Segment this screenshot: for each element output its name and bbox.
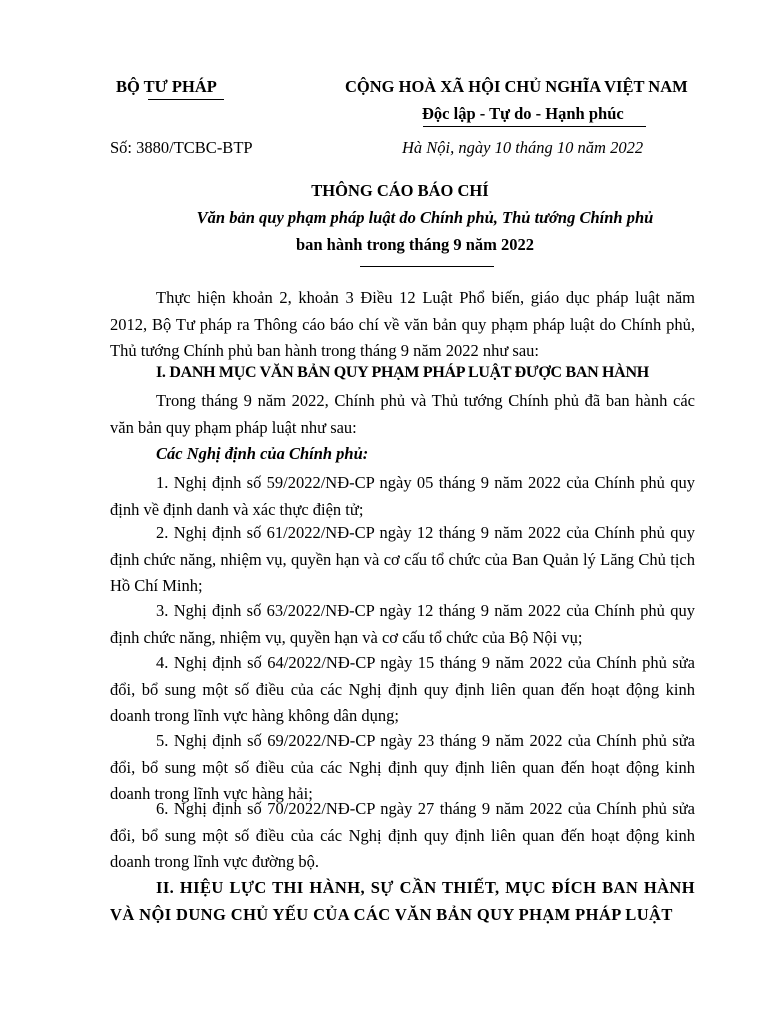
press-release-subtitle-line2: ban hành trong tháng 9 năm 2022 <box>295 235 535 254</box>
decree-item: 6. Nghị định số 70/2022/NĐ-CP ngày 27 tháng 9 năm 2022 của Chính phủ sửa đổi, bổ sung một số điều của các Nghị định quy định liên quan đến hoạt động kinh doanh trong lĩnh vực đường bộ. <box>110 799 695 871</box>
place-date: Hà Nội, ngày 10 tháng 10 năm 2022 <box>402 138 644 157</box>
section-1-intro: Trong tháng 9 năm 2022, Chính phủ và Thủ tướng Chính phủ đã ban hành các văn bản quy phạm pháp luật như sau: <box>110 391 695 437</box>
section-2-heading: II. HIỆU LỰC THI HÀNH, SỰ CẦN THIẾT, MỤC ĐÍCH BAN HÀNH VÀ NỘI DUNG CHỦ YẾU CỦA CÁC VĂN BẢN QUY PHẠM PHÁP LUẬT <box>110 878 695 924</box>
decree-item: 4. Nghị định số 64/2022/NĐ-CP ngày 15 tháng 9 năm 2022 của Chính phủ sửa đổi, bổ sung một số điều của các Nghị định quy định liên quan đến hoạt động kinh doanh trong lĩnh vực hàng không dân dụng; <box>110 653 695 725</box>
decree-item: 3. Nghị định số 63/2022/NĐ-CP ngày 12 tháng 9 năm 2022 của Chính phủ quy định chức năng, nhiệm vụ, quyền hạn và cơ cấu tổ chức của Bộ Nội vụ; <box>110 601 695 647</box>
decree-item: 2. Nghị định số 61/2022/NĐ-CP ngày 12 tháng 9 năm 2022 của Chính phủ quy định chức năng, nhiệm vụ, quyền hạn và cơ cấu tổ chức của Ban Quản lý Lăng Chủ tịch Hồ Chí Minh; <box>110 523 695 595</box>
decree-item: 1. Nghị định số 59/2022/NĐ-CP ngày 05 tháng 9 năm 2022 của Chính phủ quy định về định danh và xác thực điện tử; <box>110 473 695 519</box>
intro-paragraph: Thực hiện khoản 2, khoản 3 Điều 12 Luật Phổ biến, giáo dục pháp luật năm 2012, Bộ Tư pháp ra Thông cáo báo chí về văn bản quy phạm pháp luật do Chính phủ, Thủ tướng Chính phủ ban hành trong tháng 9 năm 2022 như sau: <box>110 288 695 360</box>
press-release-title: THÔNG CÁO BÁO CHÍ <box>311 181 489 200</box>
country-name: CỘNG HOÀ XÃ HỘI CHỦ NGHĨA VIỆT NAM <box>345 77 688 96</box>
decrees-heading: Các Nghị định của Chính phủ: <box>156 444 369 463</box>
press-release-subtitle-line1: Văn bản quy phạm pháp luật do Chính phủ, Thủ tướng Chính phủ <box>196 208 654 227</box>
section-1-heading: I. DANH MỤC VĂN BẢN QUY PHẠM PHÁP LUẬT ĐƯỢC BAN HÀNH <box>156 364 649 381</box>
document-number: Số: 3880/TCBC-BTP <box>110 138 253 157</box>
decree-item: 5. Nghị định số 69/2022/NĐ-CP ngày 23 tháng 9 năm 2022 của Chính phủ sửa đổi, bổ sung một số điều của các Nghị định quy định liên quan đến hoạt động kinh doanh trong lĩnh vực hàng hải; <box>110 731 695 803</box>
motto-underline <box>423 126 646 127</box>
national-motto: Độc lập - Tự do - Hạnh phúc <box>422 104 624 123</box>
title-underline <box>360 266 494 267</box>
ministry-name: BỘ TƯ PHÁP <box>116 77 217 96</box>
ministry-underline <box>148 99 224 100</box>
